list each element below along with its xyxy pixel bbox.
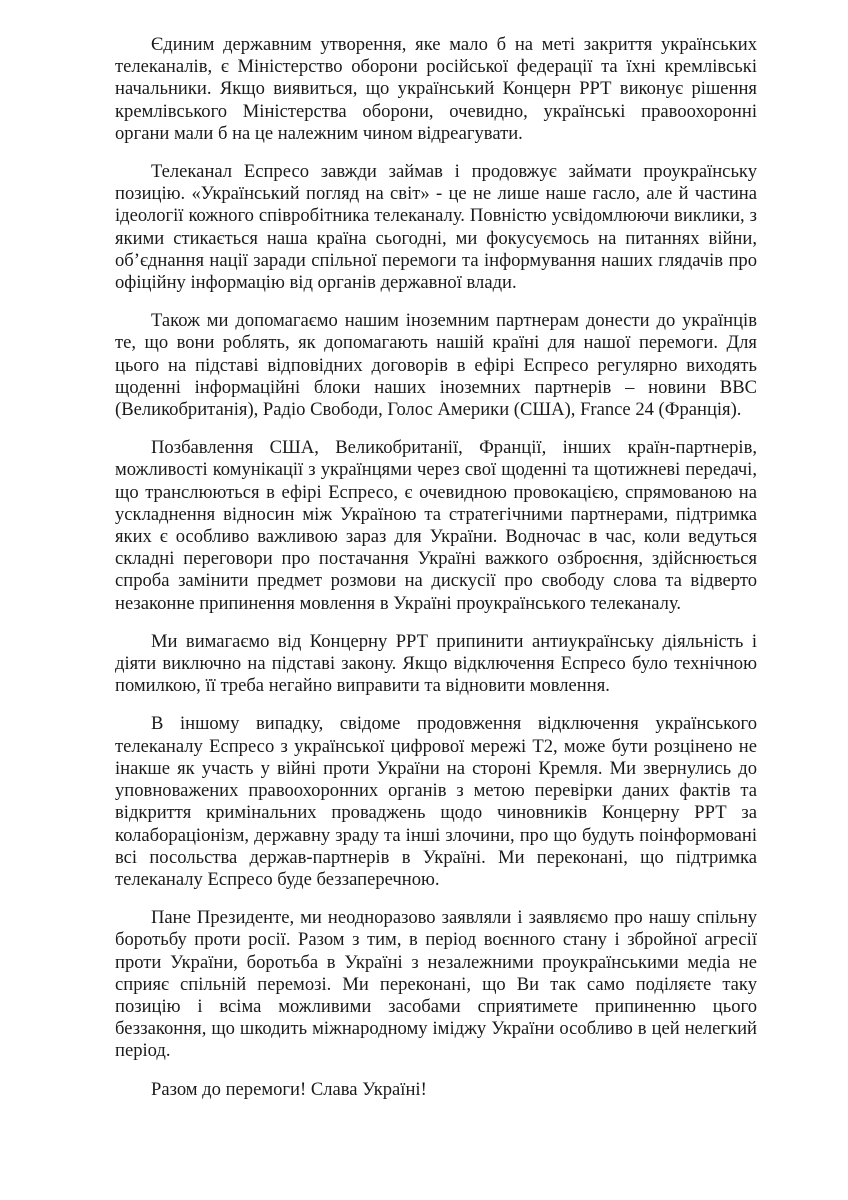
paragraph-otherwise: В іншому випадку, свідоме продовження відключення українського телеканалу Еспресо з української цифрової мережі Т2, може бути розцінено не інакше як участь у війні проти України на стороні Кремля. Ми звернулись до уповноважених правоохоронних органів з метою перевірки даних фактів та відкриття кримінальних проваджень щодо чиновників Концерну РРТ за колабораціонізм, державну зраду та інші злочини, про що будуть поінформовані всі посольства держав-партнерів в Україні. Ми переконані, що підтримка телеканалу Еспресо буде беззаперечною. [115,713,757,890]
paragraph-espreso-position: Телеканал Еспресо завжди займав і продовжує займати проукраїнську позицію. «Український погляд на світ» - це не лише наше гасло, але й частина ідеології кожного співробітника телеканалу. Повністю усвідомлюючи виклики, з якими стикається наша країна сьогодні, ми фокусуємось на питаннях війни, об’єднання нації заради спільної перемоги та інформування наших глядачів про офіційну інформацію від органів державної влади. [115,161,757,294]
paragraph-president: Пане Президенте, ми неодноразово заявляли і заявляємо про нашу спільну боротьбу проти росії. Разом з тим, в період воєнного стану і збройної агресії проти України, боротьба в Україні з незалежними проукраїнськими медіа не сприяє спільній перемозі. Ми переконані, що Ви так само поділяєте таку позицію і всіма можливими засобами сприятимете припиненню цього беззаконня, що шкодить міжнародному іміджу України особливо в цей нелегкий період. [115,907,757,1062]
paragraph-ministry: Єдиним державним утворення, яке мало б на меті закриття українських телеканалів, є Міністерство оборони російської федерації та їхні кремлівські начальники. Якщо виявиться, що український Концерн РРТ виконує рішення кремлівського Міністерства оборони, очевидно, українські правоохоронні органи мали б на це належним чином відреагувати. [115,34,757,144]
paragraph-closing: Разом до перемоги! Слава Україні! [151,1078,427,1100]
paragraph-foreign-partners: Також ми допомагаємо нашим іноземним партнерам донести до українців те, що вони роблять, як допомагають нашій країні для нашої перемоги. Для цього на підставі відповідних договорів в ефірі Еспресо регулярно виходять щоденні інформаційні блоки наших іноземних партнерів – новини BBC (Великобританія), Радіо Свободи, Голос Америки (США), France 24 (Франція). [115,310,757,421]
paragraph-provocation: Позбавлення США, Великобританії, Франції, інших країн-партнерів, можливості комунікації з українцями через свої щоденні та щотижневі передачі, що транслюються в ефірі Еспресо, є очевидною провокацією, спрямованою на ускладнення відносин між Україною та стратегічними партнерами, підтримка яких є особливо важливою зараз для України. Водночас в час, коли ведуться складні переговори про постачання Україні важкого озброєння, здійснюється спроба замінити предмет розмови на дискусії про свободу слова та відверто незаконне припинення мовлення в Україні проукраїнського телеканалу. [115,437,757,614]
paragraph-demand: Ми вимагаємо від Концерну РРТ припинити антиукраїнську діяльність і діяти виключно на підставі закону. Якщо відключення Еспресо було технічною помилкою, її треба негайно виправити та відновити мовлення. [115,630,757,697]
